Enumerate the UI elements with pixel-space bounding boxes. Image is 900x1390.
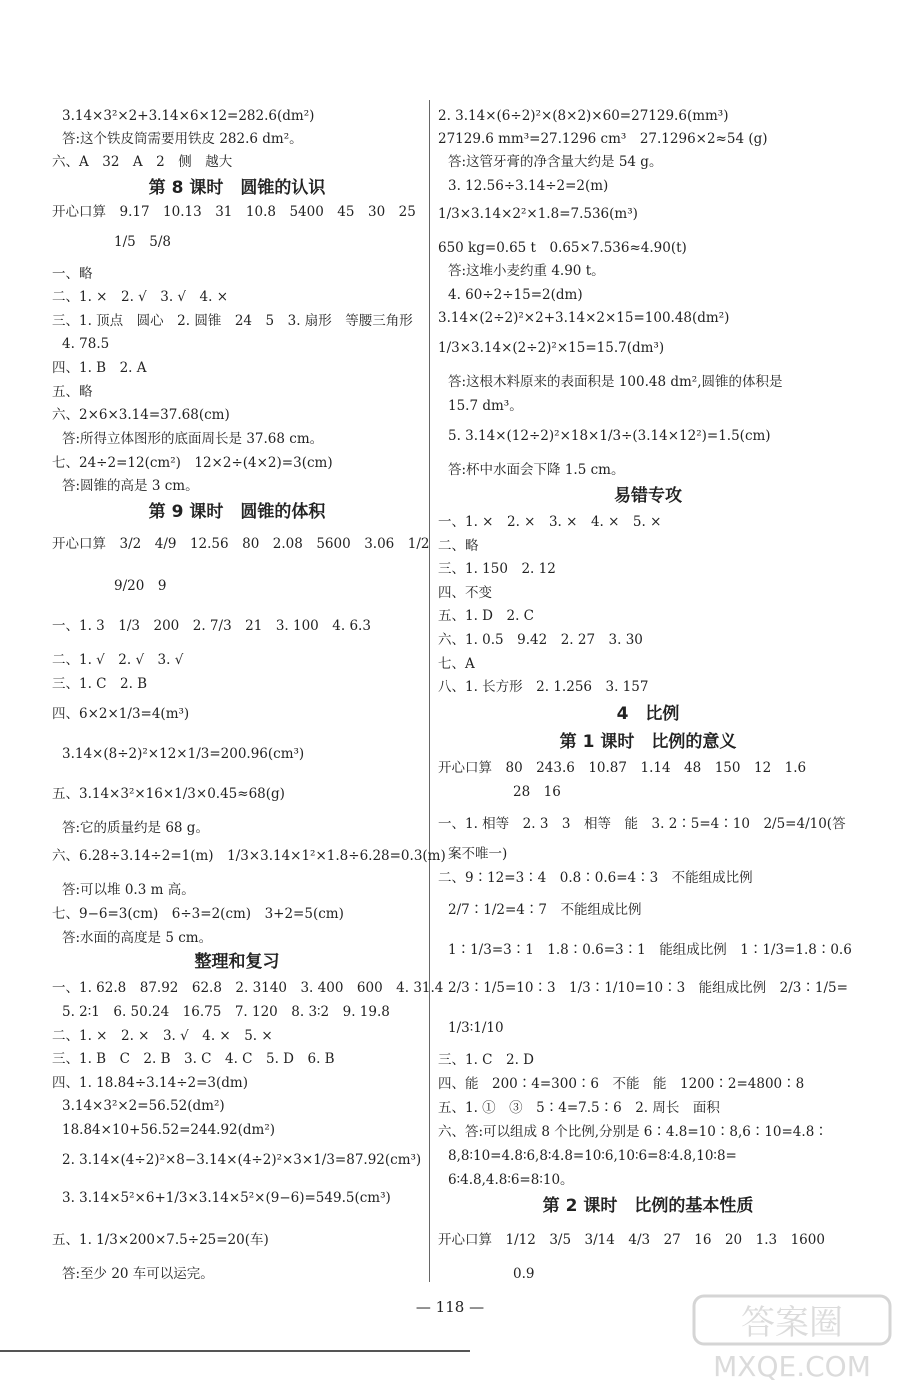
- answer-line: 一、1. 3 1/3 200 2. 7/3 21 3. 100 4. 6.3: [52, 618, 371, 634]
- answer-line: 2. 3.14×(4÷2)²×8−3.14×(4÷2)²×3×1/3=87.92(cm³): [62, 1152, 422, 1168]
- answer-line: 三、1. C 2. D: [438, 1052, 534, 1068]
- answer-line: 3. 3.14×5²×6+1/3×3.14×5²×(9−6)=549.5(cm³): [62, 1190, 391, 1206]
- answer-line: 4. 78.5: [62, 336, 110, 352]
- answer-line: 六、A 32 A 2 侧 越大: [52, 154, 233, 170]
- section-heading: 第 8 课时 圆锥的认识: [148, 178, 326, 198]
- answer-line: 答:所得立体图形的底面周长是 37.68 cm。: [62, 431, 324, 447]
- answer-line: 15.7 dm³。: [448, 398, 523, 414]
- answer-line: 一、1. 相等 2. 3 3 相等 能 3. 2∶5=4∶10 2/5=4/10(答: [438, 816, 846, 832]
- answer-line: 18.84×10+56.52=244.92(dm²): [62, 1122, 276, 1138]
- answer-line: 三、1. 150 2. 12: [438, 561, 556, 577]
- answer-line: 三、1. C 2. B: [52, 676, 148, 692]
- answer-line: 七、9−6=3(cm) 6÷3=2(cm) 3+2=5(cm): [52, 906, 344, 922]
- answer-line: 答:这根木料原来的表面积是 100.48 dm²,圆锥的体积是: [448, 374, 783, 390]
- answer-line: 五、1. D 2. C: [438, 608, 534, 624]
- answer-line: 七、A: [438, 656, 475, 672]
- answer-line: 答:这个铁皮筒需要用铁皮 282.6 dm²。: [62, 131, 303, 147]
- answer-line: 3.14×3²×2=56.52(dm²): [62, 1098, 225, 1114]
- answer-line: 二、9∶12=3∶4 0.8∶0.6=4∶3 不能组成比例: [438, 870, 753, 886]
- section-heading: 第 9 课时 圆锥的体积: [148, 502, 326, 522]
- answer-line: 1∶1/3=3∶1 1.8∶0.6=3∶1 能组成比例 1∶1/3=1.8∶0.6: [448, 942, 852, 958]
- answer-line: 五、1. 1/3×200×7.5÷25=20(车): [52, 1232, 269, 1248]
- answer-line: 六、1. 0.5 9.42 2. 27 3. 30: [438, 632, 643, 648]
- section-heading: 易错专攻: [614, 486, 682, 506]
- answer-line: 27129.6 mm³=27.1296 cm³ 27.1296×2≈54 (g): [438, 131, 768, 147]
- answer-line: 9/20 9: [114, 578, 167, 594]
- svg-text:MXQE.COM: MXQE.COM: [713, 1350, 871, 1383]
- answer-line: 六、2×6×3.14=37.68(cm): [52, 407, 230, 423]
- answer-line: 四、1. 18.84÷3.14÷2=3(dm): [52, 1075, 248, 1091]
- answer-line: 5. 2∶1 6. 50.24 16.75 7. 120 8. 3∶2 9. 19.8: [62, 1004, 390, 1020]
- answer-line: 答:它的质量约是 68 g。: [62, 820, 209, 836]
- answer-line: 一、略: [52, 266, 93, 282]
- answer-line: 28 16: [513, 784, 561, 800]
- answer-line: 二、略: [438, 538, 479, 554]
- answer-line: 案不唯一): [448, 846, 508, 862]
- answer-line: 四、能 200∶4=300∶6 不能 能 1200∶2=4800∶8: [438, 1076, 805, 1092]
- answer-line: 1/3∶1/10: [448, 1020, 504, 1036]
- answer-line: 五、3.14×3²×16×1/3×0.45≈68(g): [52, 786, 285, 802]
- answer-line: 1/3×3.14×(2÷2)²×15=15.7(dm³): [438, 340, 665, 356]
- answer-line: 3.14×(8÷2)²×12×1/3=200.96(cm³): [62, 746, 305, 762]
- answer-line: 1/5 5/8: [114, 234, 171, 250]
- answer-line: 1/3×3.14×2²×1.8=7.536(m³): [438, 206, 638, 222]
- section-heading: 整理和复习: [194, 952, 280, 972]
- answer-line: 开心口算 80 243.6 10.87 1.14 48 150 12 1.6: [438, 760, 807, 776]
- page-number: — 118 —: [415, 1298, 485, 1316]
- answer-line: 答:这堆小麦约重 4.90 t。: [448, 263, 605, 279]
- section-heading: 第 2 课时 比例的基本性质: [542, 1196, 754, 1216]
- answer-line: 3.14×(2÷2)²×2+3.14×2×15=100.48(dm²): [438, 310, 730, 326]
- answer-line: 一、1. × 2. × 3. × 4. × 5. ×: [438, 514, 662, 530]
- answer-line: 五、1. ① ③ 5∶4=7.5∶6 2. 周长 面积: [438, 1100, 720, 1116]
- answer-line: 650 kg=0.65 t 0.65×7.536≈4.90(t): [438, 240, 687, 256]
- answer-line: 0.9: [513, 1266, 535, 1282]
- answer-line: 答:可以堆 0.3 m 高。: [62, 882, 195, 898]
- bottom-rule: [0, 1350, 470, 1352]
- answer-line: 2/3∶1/5=10∶3 1/3∶1/10=10∶3 能组成比例 2/3∶1/5=: [448, 980, 848, 996]
- answer-line: 答:水面的高度是 5 cm。: [62, 930, 213, 946]
- answer-line: 4. 60÷2÷15=2(dm): [448, 287, 583, 303]
- answer-line: 四、1. B 2. A: [52, 360, 147, 376]
- answer-line: 8,8∶10=4.8∶6,8∶4.8=10∶6,10∶6=8∶4.8,10∶8=: [448, 1148, 737, 1164]
- answer-line: 三、1. B C 2. B 3. C 4. C 5. D 6. B: [52, 1051, 335, 1067]
- answer-line: 六、答:可以组成 8 个比例,分别是 6∶4.8=10∶8,6∶10=4.8∶: [438, 1124, 828, 1140]
- answer-line: 六、6.28÷3.14÷2=1(m) 1/3×3.14×1²×1.8÷6.28=0.3(m): [52, 848, 446, 864]
- answer-line: 开心口算 1/12 3/5 3/14 4/3 27 16 20 1.3 1600: [438, 1232, 825, 1248]
- column-divider: [429, 100, 430, 1282]
- answer-line: 2/7∶1/2=4∶7 不能组成比例: [448, 902, 642, 918]
- answer-line: 三、1. 顶点 圆心 2. 圆锥 24 5 3. 扇形 等腰三角形: [52, 313, 413, 329]
- answer-line: 2. 3.14×(6÷2)²×(8×2)×60=27129.6(mm³): [438, 108, 729, 124]
- answer-line: 二、1. × 2. × 3. √ 4. × 5. ×: [52, 1028, 273, 1044]
- answer-line: 一、1. 62.8 87.92 62.8 2. 3140 3. 400 600 4. 31.4: [52, 980, 444, 996]
- answer-line: 答:至少 20 车可以运完。: [62, 1266, 214, 1282]
- section-heading: 第 1 课时 比例的意义: [559, 732, 737, 752]
- answer-line: 五、略: [52, 384, 93, 400]
- answer-line: 5. 3.14×(12÷2)²×18×1/3÷(3.14×12²)=1.5(cm): [448, 428, 771, 444]
- answer-line: 二、1. × 2. √ 3. √ 4. ×: [52, 289, 229, 305]
- answer-line: 答:这管牙膏的净含量大约是 54 g。: [448, 154, 663, 170]
- answer-line: 开心口算 3/2 4/9 12.56 80 2.08 5600 3.06 1/2: [52, 536, 430, 552]
- svg-text:答案圈: 答案圈: [741, 1303, 843, 1343]
- answer-line: 3. 12.56÷3.14÷2=2(m): [448, 178, 609, 194]
- watermark-logo: [692, 1294, 892, 1384]
- answer-line: 四、不变: [438, 585, 492, 601]
- answer-line: 6∶4.8,4.8∶6=8∶10。: [448, 1172, 574, 1188]
- answer-line: 八、1. 长方形 2. 1.256 3. 157: [438, 679, 649, 695]
- answer-line: 二、1. √ 2. √ 3. √: [52, 652, 184, 668]
- answer-line: 答:圆锥的高是 3 cm。: [62, 478, 199, 494]
- answer-line: 开心口算 9.17 10.13 31 10.8 5400 45 30 25: [52, 204, 416, 220]
- answer-line: 七、24÷2=12(cm²) 12×2÷(4×2)=3(cm): [52, 455, 333, 471]
- answer-line: 3.14×3²×2+3.14×6×12=282.6(dm²): [62, 108, 315, 124]
- section-heading: 4 比例: [616, 704, 680, 724]
- answer-line: 四、6×2×1/3=4(m³): [52, 706, 190, 722]
- answer-line: 答:杯中水面会下降 1.5 cm。: [448, 462, 625, 478]
